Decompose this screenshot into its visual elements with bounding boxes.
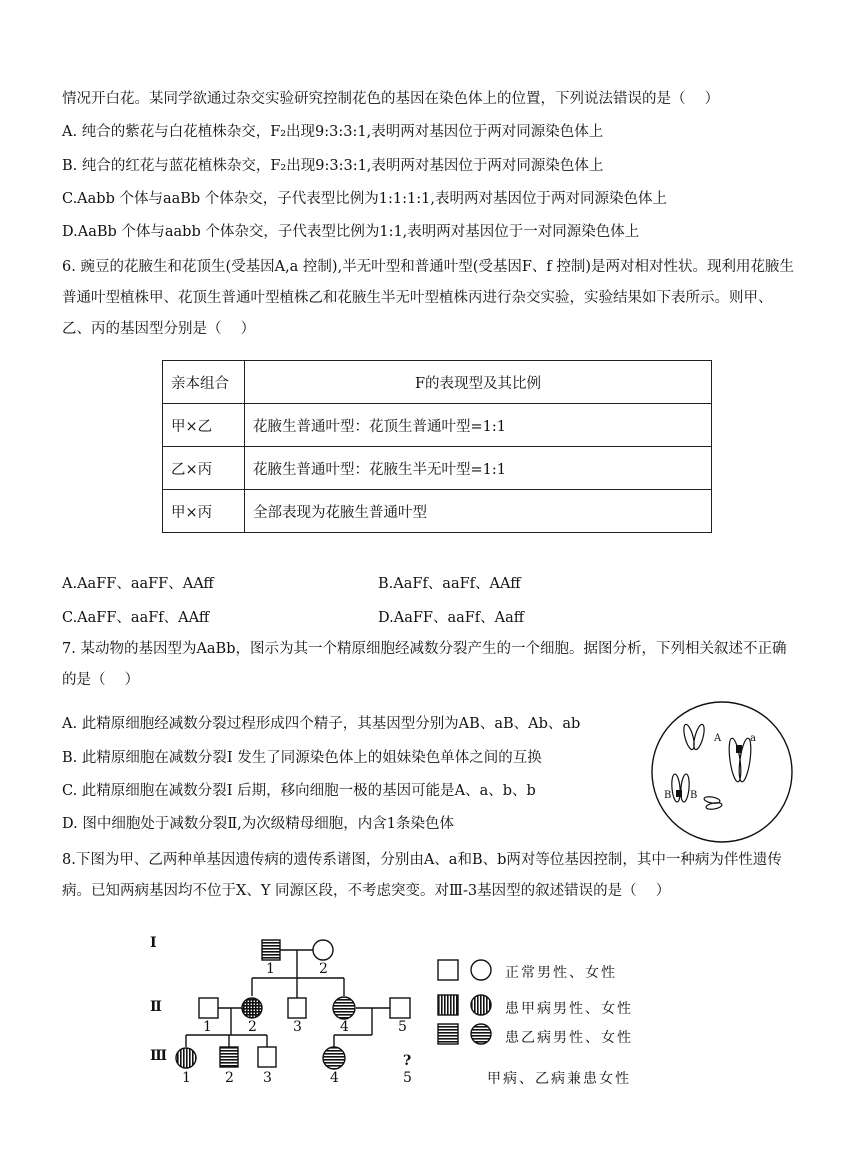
- individual-number: 4: [330, 1070, 339, 1086]
- q6-option-c: C.AaFF、aaFf、AAff: [62, 610, 210, 626]
- q7-stem: 7. 某动物的基因型为AaBb，图示为其一个精原细胞经减数分裂产生的一个细胞。据图分析，下列相关叙述不正确的是（ ）: [62, 641, 787, 688]
- individual-number: 4: [340, 1019, 349, 1035]
- table-cell: 花腋生普通叶型：花腋生半无叶型=1:1: [245, 447, 712, 490]
- individual-number: 2: [248, 1019, 257, 1035]
- q8-stem: 8.下图为甲、乙两种单基因遗传病的遗传系谱图，分别由A、a和B、b两对等位基因控制，其中一种病为伴性遗传病。已知两病基因均不位于X、Y 同源区段，不考虑突变。对Ⅲ-3基因型的叙述错误的是（ ）: [62, 852, 782, 899]
- table-header-cell: 亲本组合: [163, 361, 245, 404]
- cell-label: B: [664, 790, 672, 801]
- legend-label: 正常男性、女性: [505, 965, 617, 981]
- q6-option-a: A.AaFF、aaFF、AAff: [62, 576, 214, 592]
- unknown-marker: ?: [403, 1053, 412, 1069]
- table-header-cell: F的表现型及其比例: [245, 361, 712, 404]
- table-cell: 甲×丙: [163, 490, 245, 533]
- table-cell: 甲×乙: [163, 404, 245, 447]
- cell-label: B: [690, 790, 698, 801]
- individual-number: 1: [203, 1019, 212, 1035]
- legend-label: 甲病、乙病兼患女性: [487, 1071, 631, 1087]
- generation-label: Ⅲ: [150, 1048, 168, 1064]
- q5-stem: 情况开白花。某同学欲通过杂交实验研究控制花色的基因在染色体上的位置，下列说法错误的是（ ）: [62, 91, 720, 107]
- q7-option-d: D. 图中细胞处于减数分裂Ⅱ,为次级精母细胞，内含1条染色体: [62, 816, 455, 832]
- individual-number: 5: [403, 1070, 412, 1086]
- table-cell: 全部表现为花腋生普通叶型: [245, 490, 712, 533]
- q5-option-a: A. 纯合的紫花与白花植株杂交，F₂出现9:3:3:1,表明两对基因位于两对同源染色体上: [62, 124, 604, 140]
- q5-option-d: D.AaBb 个体与aabb 个体杂交，子代表型比例为1:1,表明两对基因位于一对同源染色体上: [62, 224, 640, 240]
- legend-label: 患甲病男性、女性: [505, 1001, 633, 1017]
- individual-number: 5: [398, 1019, 407, 1035]
- cell-label: a: [750, 733, 756, 744]
- q7-option-a: A. 此精原细胞经减数分裂过程形成四个精子，其基因型分别为AB、aB、Ab、ab: [62, 716, 581, 732]
- table-cell: 花腋生普通叶型：花顶生普通叶型=1:1: [245, 404, 712, 447]
- cell-label: A: [714, 733, 722, 744]
- generation-label: Ⅰ: [150, 935, 157, 951]
- q5-option-b: B. 纯合的红花与蓝花植株杂交，F₂出现9:3:3:1,表明两对基因位于两对同源染色体上: [62, 158, 604, 174]
- individual-number: 1: [182, 1070, 191, 1086]
- individual-number: 3: [293, 1019, 302, 1035]
- generation-label: Ⅱ: [150, 999, 162, 1015]
- q6-stem: 6. 豌豆的花腋生和花顶生(受基因A,a 控制),半无叶型和普通叶型(受基因F、f 控制)是两对相对性状。现利用花腋生普通叶型植株甲、花顶生普通叶型植株乙和花腋生半无叶型植株丙进行杂交实验，实验结果如下表所示。则甲、乙、丙的基因型分别是（ ）: [62, 259, 795, 337]
- individual-number: 2: [319, 961, 328, 977]
- q7-option-b: B. 此精原细胞在减数分裂Ⅰ 发生了同源染色体上的姐妹染色单体之间的互换: [62, 750, 542, 766]
- q6-option-b: B.AaFf、aaFf、AAff: [378, 576, 521, 592]
- individual-number: 2: [225, 1070, 234, 1086]
- q5-option-c: C.Aabb 个体与aaBb 个体杂交，子代表型比例为1:1:1:1,表明两对基因位于两对同源染色体上: [62, 191, 667, 207]
- individual-number: 3: [263, 1070, 272, 1086]
- table-cell: 乙×丙: [163, 447, 245, 490]
- individual-number: 1: [266, 961, 275, 977]
- q6-option-d: D.AaFF、aaFf、Aaff: [378, 610, 525, 626]
- q7-option-c: C. 此精原细胞在减数分裂Ⅰ 后期，移向细胞一极的基因可能是A、a、b、b: [62, 783, 536, 799]
- legend-label: 患乙病男性、女性: [505, 1030, 633, 1046]
